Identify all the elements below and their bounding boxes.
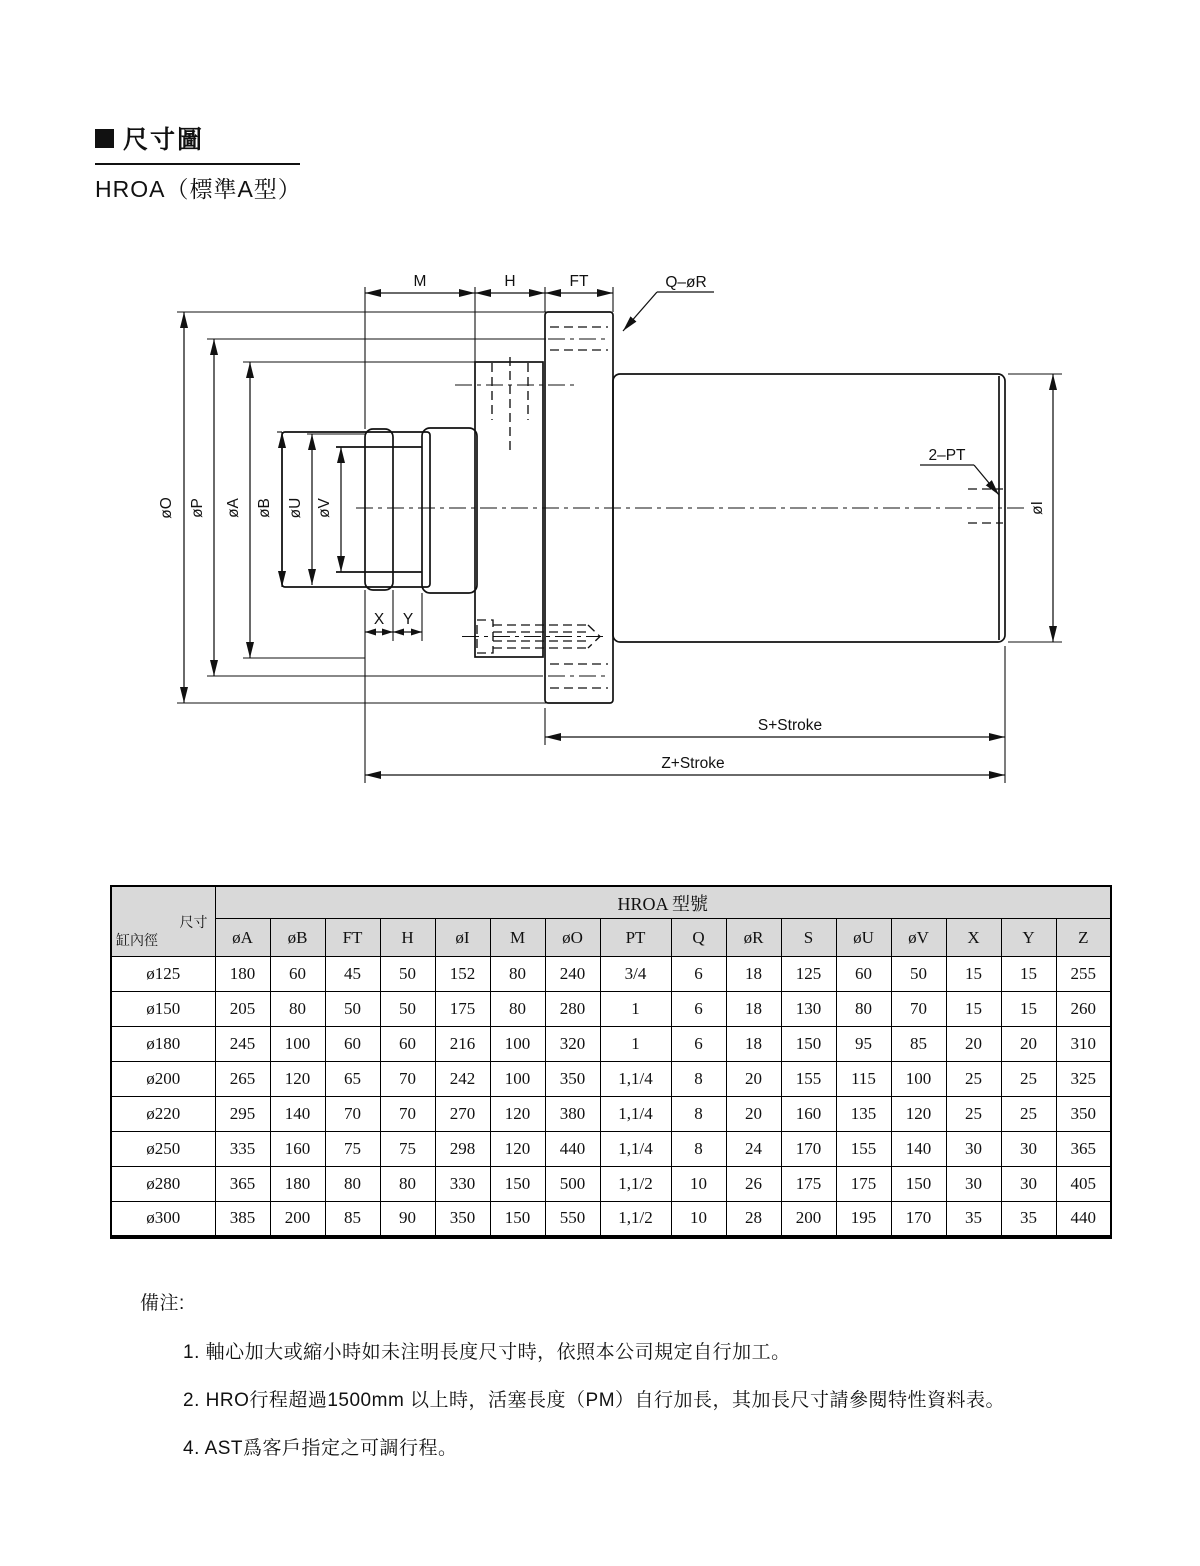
table-cell: 120 <box>490 1097 545 1132</box>
table-cell: 80 <box>836 992 891 1027</box>
table-cell: 265 <box>215 1062 270 1097</box>
dim-label-o: øO <box>158 497 175 519</box>
column-header: øR <box>726 919 781 957</box>
bore-label: ø200 <box>111 1062 215 1097</box>
bore-label: ø220 <box>111 1097 215 1132</box>
bore-label: ø150 <box>111 992 215 1027</box>
table-cell: 550 <box>545 1202 600 1237</box>
table-cell: 70 <box>891 992 946 1027</box>
table-cell: 205 <box>215 992 270 1027</box>
table-cell: 160 <box>781 1097 836 1132</box>
column-header: øA <box>215 919 270 957</box>
table-cell: 298 <box>435 1132 490 1167</box>
table-cell: 325 <box>1056 1062 1111 1097</box>
table-cell: 170 <box>891 1202 946 1237</box>
table-cell: 175 <box>781 1167 836 1202</box>
table-cell: 25 <box>946 1062 1001 1097</box>
table-cell: 15 <box>1001 957 1056 992</box>
table-row <box>111 1132 1111 1167</box>
column-header: øU <box>836 919 891 957</box>
section-title-text: 尺寸圖 <box>123 126 205 154</box>
table-cell: 35 <box>1001 1202 1056 1237</box>
table-cell: 175 <box>836 1167 891 1202</box>
column-header: S <box>781 919 836 957</box>
table-cell: 25 <box>946 1097 1001 1132</box>
table-cell: 150 <box>781 1027 836 1062</box>
table-cell: 180 <box>215 957 270 992</box>
dim-label-b: øB <box>256 498 273 518</box>
column-header: øO <box>545 919 600 957</box>
table-cell: 15 <box>1001 992 1056 1027</box>
table-cell: 120 <box>891 1097 946 1132</box>
table-cell: 60 <box>836 957 891 992</box>
table-cell: 125 <box>781 957 836 992</box>
leader-2-pt <box>920 447 999 495</box>
note-item: 2. HRO行程超過1500mm 以上時，活塞長度（PM）自行加長，其加長尺寸請參閱特性資料表。 <box>183 1390 1006 1411</box>
table-cell: 6 <box>671 1027 726 1062</box>
dimension-table <box>110 885 1112 1239</box>
table-cell: 500 <box>545 1167 600 1202</box>
dim-label-m: M <box>413 273 427 290</box>
table-cell: 20 <box>726 1097 781 1132</box>
column-header: FT <box>325 919 380 957</box>
table-cell: 320 <box>545 1027 600 1062</box>
table-cell: 10 <box>671 1202 726 1237</box>
table-cell: 1,1/4 <box>600 1062 671 1097</box>
model-header-cell: HROA 型號 <box>215 886 1111 919</box>
table-cell: 85 <box>891 1027 946 1062</box>
table-cell: 8 <box>671 1062 726 1097</box>
table-cell: 350 <box>1056 1097 1111 1132</box>
table-cell: 1 <box>600 1027 671 1062</box>
table-cell: 15 <box>946 992 1001 1027</box>
table-cell: 50 <box>380 992 435 1027</box>
table-row <box>111 1097 1111 1132</box>
table-cell: 242 <box>435 1062 490 1097</box>
table-cell: 135 <box>836 1097 891 1132</box>
table-cell: 160 <box>270 1132 325 1167</box>
table-cell: 150 <box>490 1202 545 1237</box>
table-cell: 180 <box>270 1167 325 1202</box>
table-cell: 100 <box>270 1027 325 1062</box>
table-cell: 120 <box>270 1062 325 1097</box>
table-cell: 140 <box>891 1132 946 1167</box>
table-cell: 24 <box>726 1132 781 1167</box>
table-cell: 70 <box>380 1097 435 1132</box>
corner-header-cell <box>111 886 215 957</box>
table-cell: 255 <box>1056 957 1111 992</box>
table-cell: 80 <box>270 992 325 1027</box>
note-item: 1. 軸心加大或縮小時如未注明長度尺寸時，依照本公司規定自行加工。 <box>183 1342 791 1363</box>
table-cell: 380 <box>545 1097 600 1132</box>
table-cell: 245 <box>215 1027 270 1062</box>
dim-label-a: øA <box>225 498 242 518</box>
table-cell: 200 <box>781 1202 836 1237</box>
table-cell: 70 <box>380 1062 435 1097</box>
table-row <box>111 992 1111 1027</box>
table-cell: 200 <box>270 1202 325 1237</box>
table-cell: 6 <box>671 992 726 1027</box>
dim-label-y: Y <box>402 611 414 628</box>
table-cell: 28 <box>726 1202 781 1237</box>
model-subtitle: HROA（標準A型） <box>95 176 302 202</box>
table-cell: 10 <box>671 1167 726 1202</box>
table-cell: 50 <box>325 992 380 1027</box>
column-header: Q <box>671 919 726 957</box>
table-cell: 25 <box>1001 1062 1056 1097</box>
hidden-detail-lines <box>356 327 1026 688</box>
table-cell: 155 <box>836 1132 891 1167</box>
table-cell: 60 <box>380 1027 435 1062</box>
table-cell: 100 <box>490 1027 545 1062</box>
table-cell: 216 <box>435 1027 490 1062</box>
column-header: øV <box>891 919 946 957</box>
table-cell: 195 <box>836 1202 891 1237</box>
extension-lines <box>177 287 1062 783</box>
table-cell: 1,1/2 <box>600 1202 671 1237</box>
table-cell: 60 <box>325 1027 380 1062</box>
dim-label-u: øU <box>287 497 304 519</box>
table-cell: 1,1/2 <box>600 1167 671 1202</box>
dimension-lines <box>158 273 1053 775</box>
table-cell: 80 <box>490 957 545 992</box>
table-cell: 8 <box>671 1097 726 1132</box>
table-cell: 175 <box>435 992 490 1027</box>
table-cell: 115 <box>836 1062 891 1097</box>
table-cell: 440 <box>545 1132 600 1167</box>
table-cell: 270 <box>435 1097 490 1132</box>
table-row <box>111 957 1111 992</box>
table-cell: 350 <box>545 1062 600 1097</box>
table-cell: 26 <box>726 1167 781 1202</box>
table-cell: 30 <box>1001 1167 1056 1202</box>
column-header: øB <box>270 919 325 957</box>
table-cell: 260 <box>1056 992 1111 1027</box>
notes-block <box>140 1288 1005 1481</box>
dim-label-h: H <box>504 273 516 290</box>
leader-label-2-pt: 2–PT <box>928 447 966 464</box>
table-cell: 120 <box>490 1132 545 1167</box>
table-cell: 30 <box>946 1167 1001 1202</box>
dim-label-s-stroke: S+Stroke <box>757 717 823 734</box>
table-cell: 310 <box>1056 1027 1111 1062</box>
bore-label: ø125 <box>111 957 215 992</box>
dim-label-i: øI <box>1029 501 1046 515</box>
dim-label-z-stroke: Z+Stroke <box>661 755 725 772</box>
dim-label-p: øP <box>189 498 206 518</box>
table-cell: 140 <box>270 1097 325 1132</box>
table-cell: 30 <box>1001 1132 1056 1167</box>
bore-label: ø280 <box>111 1167 215 1202</box>
table-row <box>111 1167 1111 1202</box>
table-cell: 85 <box>325 1202 380 1237</box>
table-cell: 405 <box>1056 1167 1111 1202</box>
table-cell: 90 <box>380 1202 435 1237</box>
dim-label-x: X <box>373 611 385 628</box>
table-cell: 150 <box>490 1167 545 1202</box>
table-cell: 1,1/4 <box>600 1132 671 1167</box>
table-cell: 150 <box>891 1167 946 1202</box>
notes-heading: 備注: <box>140 1293 185 1314</box>
table-cell: 440 <box>1056 1202 1111 1237</box>
table-cell: 18 <box>726 1027 781 1062</box>
table-cell: 15 <box>946 957 1001 992</box>
table-cell: 20 <box>726 1062 781 1097</box>
bore-label: ø250 <box>111 1132 215 1167</box>
table-cell: 75 <box>380 1132 435 1167</box>
table-row <box>111 1027 1111 1062</box>
corner-label-bore: 缸內徑 <box>116 932 158 948</box>
note-item: 4. AST爲客戶指定之可調行程。 <box>183 1438 458 1459</box>
table-cell: 45 <box>325 957 380 992</box>
column-header: X <box>946 919 1001 957</box>
column-header: Y <box>1001 919 1056 957</box>
bore-label: ø300 <box>111 1202 215 1237</box>
table-cell: 155 <box>781 1062 836 1097</box>
table-cell: 330 <box>435 1167 490 1202</box>
dim-label-v: øV <box>316 498 333 518</box>
table-cell: 18 <box>726 957 781 992</box>
table-cell: 30 <box>946 1132 1001 1167</box>
table-cell: 1,1/4 <box>600 1097 671 1132</box>
table-cell: 6 <box>671 957 726 992</box>
table-cell: 1 <box>600 992 671 1027</box>
table-cell: 280 <box>545 992 600 1027</box>
table-row <box>111 1202 1111 1237</box>
table-cell: 130 <box>781 992 836 1027</box>
table-cell: 365 <box>215 1167 270 1202</box>
table-cell: 25 <box>1001 1097 1056 1132</box>
column-header: M <box>490 919 545 957</box>
table-cell: 50 <box>380 957 435 992</box>
table-cell: 100 <box>891 1062 946 1097</box>
table-cell: 295 <box>215 1097 270 1132</box>
table-cell: 95 <box>836 1027 891 1062</box>
table-cell: 365 <box>1056 1132 1111 1167</box>
table-cell: 70 <box>325 1097 380 1132</box>
table-cell: 60 <box>270 957 325 992</box>
table-cell: 3/4 <box>600 957 671 992</box>
table-cell: 20 <box>946 1027 1001 1062</box>
table-cell: 385 <box>215 1202 270 1237</box>
corner-label-size: 尺寸 <box>179 914 208 930</box>
table-cell: 50 <box>891 957 946 992</box>
leader-label-q-r: Q–øR <box>665 274 707 291</box>
table-cell: 18 <box>726 992 781 1027</box>
leader-q-r <box>623 274 714 331</box>
table-cell: 350 <box>435 1202 490 1237</box>
column-header: øI <box>435 919 490 957</box>
bore-label: ø180 <box>111 1027 215 1062</box>
dimension-table-wrap <box>110 885 1112 1239</box>
table-cell: 8 <box>671 1132 726 1167</box>
table-cell: 80 <box>325 1167 380 1202</box>
table-columns-row <box>111 919 1111 957</box>
column-header: Z <box>1056 919 1111 957</box>
table-cell: 35 <box>946 1202 1001 1237</box>
table-cell: 170 <box>781 1132 836 1167</box>
table-cell: 100 <box>490 1062 545 1097</box>
table-cell: 335 <box>215 1132 270 1167</box>
table-row <box>111 1062 1111 1097</box>
table-cell: 240 <box>545 957 600 992</box>
table-cell: 65 <box>325 1062 380 1097</box>
table-cell: 20 <box>1001 1027 1056 1062</box>
table-body <box>111 957 1111 1237</box>
table-cell: 152 <box>435 957 490 992</box>
column-header: PT <box>600 919 671 957</box>
table-cell: 80 <box>380 1167 435 1202</box>
column-header: H <box>380 919 435 957</box>
table-cell: 75 <box>325 1132 380 1167</box>
table-cell: 80 <box>490 992 545 1027</box>
dim-label-ft: FT <box>569 273 589 290</box>
